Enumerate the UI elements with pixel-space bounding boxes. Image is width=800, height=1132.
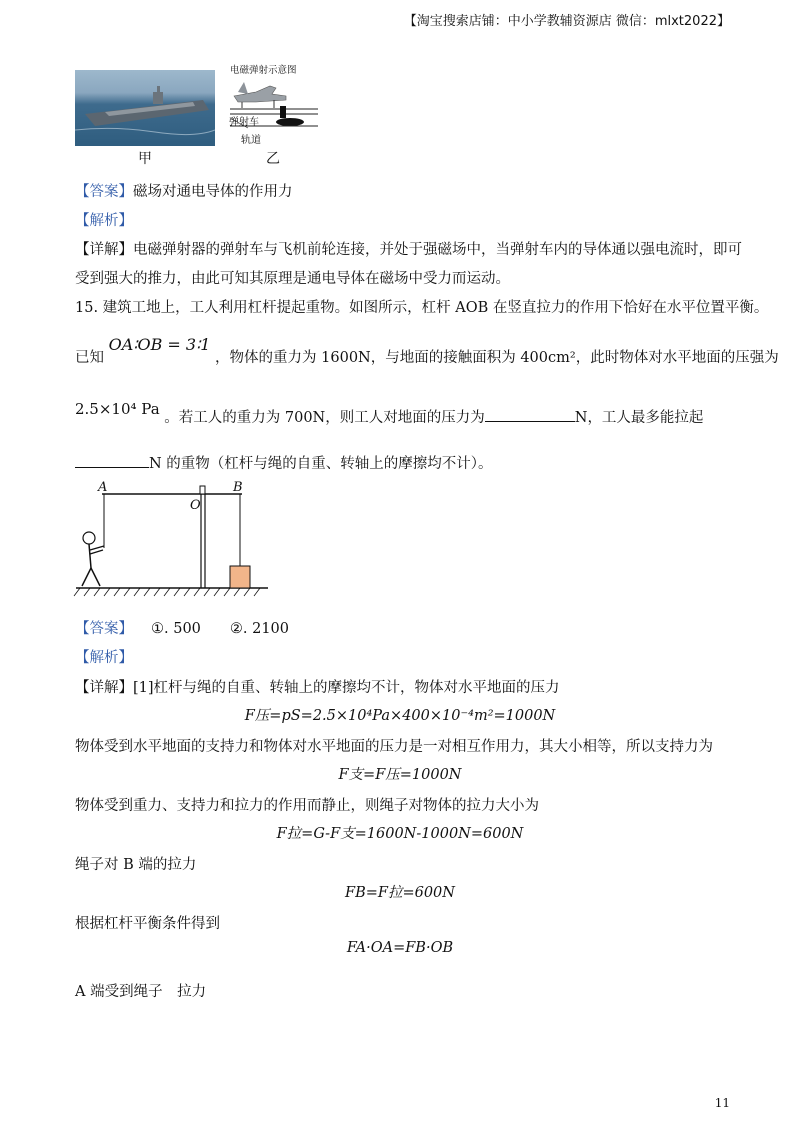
text-2: 物体受到水平地面的支持力和物体对水平地面的压力是一对相互作用力，其大小相等，所以支持力为 xyxy=(75,739,713,755)
text-3: 物体受到重力、支持力和拉力的作用而静止，则绳子对物体的拉力大小为 xyxy=(75,798,539,814)
equation-2: F支=F压=1000N xyxy=(338,767,462,783)
detail-text: 电磁弹射器的弹射车与飞机前轮连接，并处于强磁场中，当弹射车内的导体通以强电流时，即可 xyxy=(133,242,742,258)
ratio-formula: OA∶OB = 3∶1 xyxy=(108,335,211,354)
label-o: O xyxy=(190,498,201,513)
label-cart: 弹射车 xyxy=(229,117,259,128)
figure-caption-left: 甲 xyxy=(138,151,152,167)
answer-text: 磁场对通电导体的作用力 xyxy=(133,184,293,200)
answer-tag: 【答案】 xyxy=(75,184,133,200)
text-5: 根据杠杆平衡条件得到 xyxy=(75,916,220,932)
q14-detail-line2: 受到强大的推力，由此可知其原理是通电导体在磁场中受力而运动。 xyxy=(75,271,510,287)
q14-detail-line1 xyxy=(75,238,742,259)
equation-5: FA·OA=FB·OB xyxy=(346,940,454,956)
stem-suffix: ，物体的重力为 1600N，与地面的接触面积为 400cm²，此时物体对水平地面的压强为 xyxy=(215,350,779,366)
equation-1: F压=pS=2.5×10⁴Pa×400×10⁻⁴m²=1000N xyxy=(244,708,556,724)
q15-stem-line3 xyxy=(75,400,704,427)
detail-tag: 【详解】 xyxy=(75,242,133,258)
label-a: A xyxy=(98,480,108,495)
text-6: A 端受到绳子 拉力 xyxy=(75,984,207,1000)
stem-line3-a: 。若工人的重力为 700N，则工人对地面的压力为 xyxy=(164,410,485,426)
q15-stem-line4 xyxy=(75,452,493,473)
q15-answer-line xyxy=(75,617,289,638)
detail-tag: 【详解】 xyxy=(75,680,133,696)
q14-answer-line xyxy=(75,180,293,201)
detail-text: [1]杠杆与绳的自重、转轴上的摩擦均不计，物体对水平地面的压力 xyxy=(133,680,560,696)
q15-detail-line1 xyxy=(75,676,560,697)
q15-stem-line1: 15. 建筑工地上，工人利用杠杆提起重物。如图所示，杠杆 AOB 在竖直拉力的作用下恰好在水平位置平衡。 xyxy=(75,300,769,316)
stem-line4: N 的重物（杠杆与绳的自重、转轴上的摩擦均不计）。 xyxy=(149,456,493,472)
label-track: 轨道 xyxy=(241,135,261,146)
text-4: 绳子对 B 端的拉力 xyxy=(75,857,197,873)
figure-caption-right: 乙 xyxy=(266,151,280,167)
diagram-title: 电磁弹射示意图 xyxy=(230,65,297,76)
answer-text: ①. 500 ②. 2100 xyxy=(151,621,290,637)
q14-analysis-tag: 【解析】 xyxy=(75,213,133,229)
stem-prefix: 已知 xyxy=(75,350,104,366)
blank-1[interactable] xyxy=(485,421,575,422)
equation-3: F拉=G-F支=1600N-1000N=600N xyxy=(276,826,524,842)
aircraft-carrier-photo xyxy=(75,70,215,146)
label-b: B xyxy=(233,480,243,495)
q15-analysis-tag: 【解析】 xyxy=(75,650,133,666)
answer-tag: 【答案】 xyxy=(75,621,133,637)
page-number: 11 xyxy=(714,1096,730,1110)
page-header: 【淘宝搜索店铺：中小学教辅资源店 微信：mlxt2022】 xyxy=(403,14,730,29)
pressure-formula: 2.5×10⁴ Pa xyxy=(75,400,160,418)
equation-4: FB=F拉=600N xyxy=(345,885,455,901)
blank-2[interactable] xyxy=(75,467,149,468)
lever-diagram xyxy=(72,478,272,600)
q15-stem-line2 xyxy=(75,335,779,367)
stem-line3-b: N，工人最多能拉起 xyxy=(574,410,704,426)
